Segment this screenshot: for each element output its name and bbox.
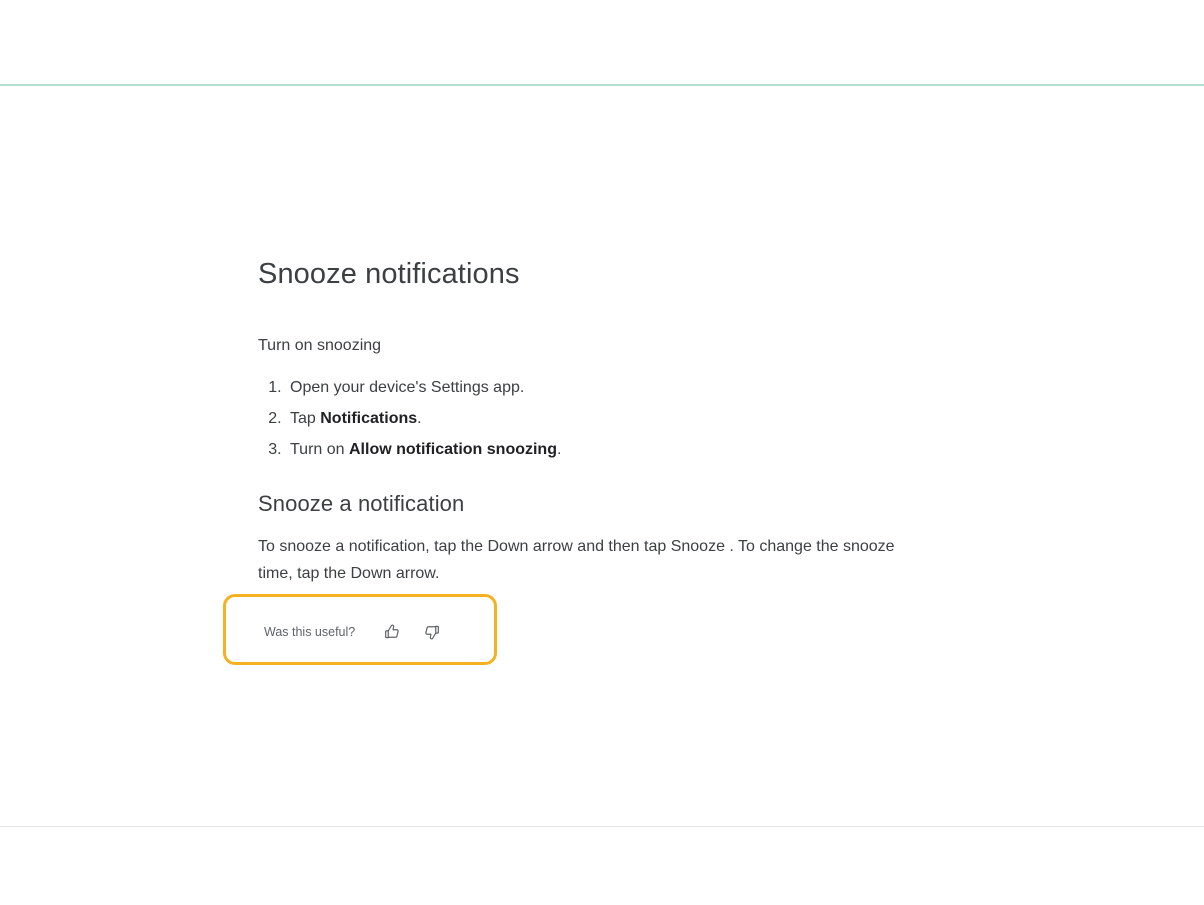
top-blank-strip bbox=[0, 0, 1204, 84]
steps-list bbox=[258, 372, 958, 465]
step-text-tail: . bbox=[556, 441, 562, 458]
step-text-tail: . bbox=[417, 410, 422, 427]
section-lead-text: Turn on snoozing bbox=[258, 337, 382, 354]
step-text: Turn on bbox=[290, 441, 349, 458]
feedback-row bbox=[264, 619, 459, 645]
list-item bbox=[286, 403, 958, 434]
section-paragraph: To snooze a notification, tap the Down arrow and then tap Snooze . To change the snooze time, tap the Down arrow. bbox=[258, 538, 895, 582]
step-text: Open your device's Settings app. bbox=[290, 379, 525, 396]
article-body bbox=[258, 256, 958, 587]
feedback-highlight-box bbox=[223, 594, 497, 665]
main-content bbox=[0, 86, 1204, 826]
list-item bbox=[286, 372, 958, 403]
thumbs-down-icon[interactable] bbox=[419, 619, 445, 645]
list-item bbox=[286, 434, 958, 465]
thumbs-up-icon[interactable] bbox=[379, 619, 405, 645]
section-heading: Snooze a notification bbox=[258, 491, 465, 516]
step-emphasis: Notifications bbox=[320, 410, 418, 427]
step-emphasis: Allow notification snoozing bbox=[349, 441, 557, 458]
step-text: Tap bbox=[290, 410, 321, 427]
footer-area bbox=[0, 827, 1204, 905]
page-title: Snooze notifications bbox=[258, 258, 520, 290]
feedback-label: Was this useful? bbox=[264, 625, 356, 639]
